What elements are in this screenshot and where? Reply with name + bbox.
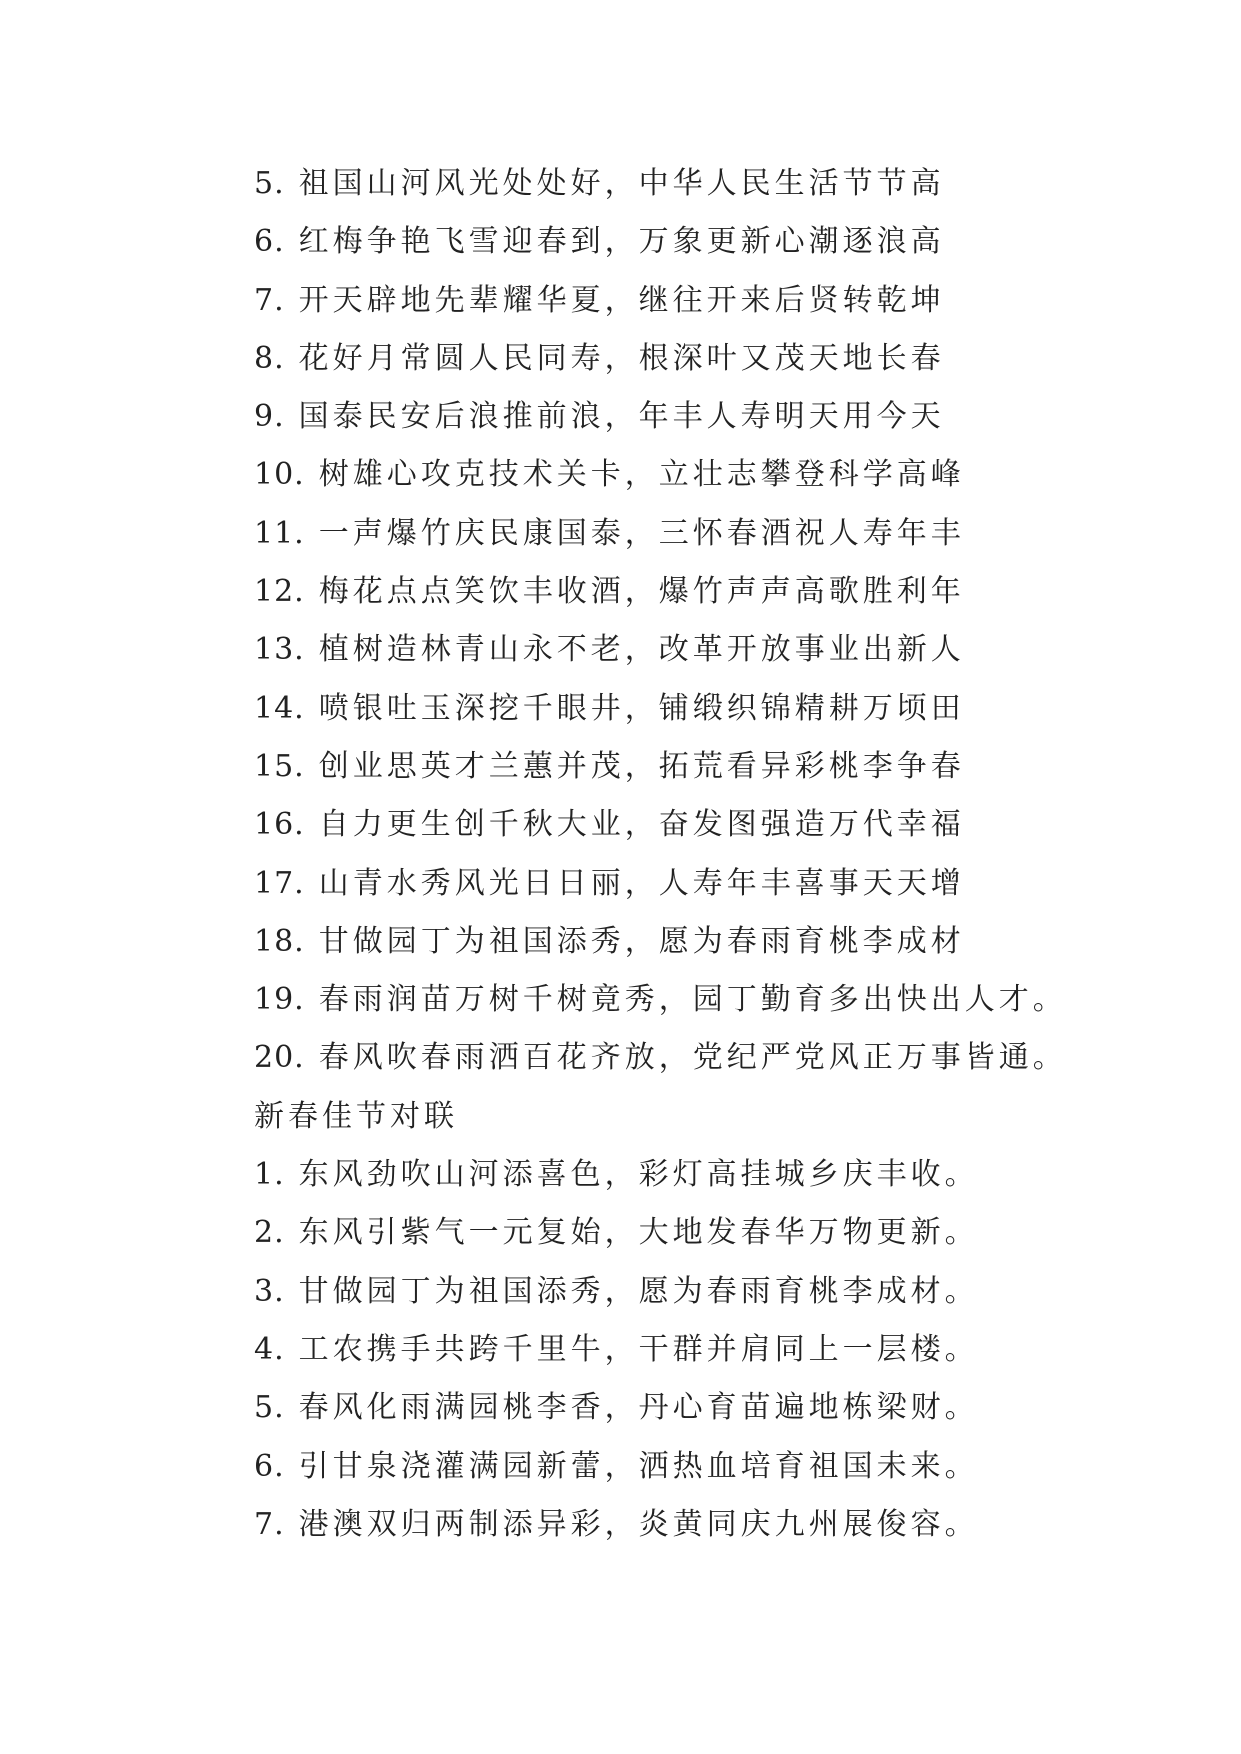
line-number: 16.: [254, 807, 305, 843]
line-text: 树雄心攻克技术关卡，立壮志攀登科学高峰: [318, 457, 965, 493]
line-text: 工农携手共跨千里牛，干群并肩同上一层楼。: [298, 1331, 979, 1367]
line-number: 20.: [254, 1040, 305, 1076]
line-text: 一声爆竹庆民康国泰，三怀春酒祝人寿年丰: [318, 515, 965, 551]
line-text: 春风化雨满园桃李香，丹心育苗遍地栋梁财。: [298, 1390, 979, 1426]
couplet-line: [254, 680, 1154, 738]
line-text: 甘做园丁为祖国添秀，愿为春雨育桃李成材: [318, 923, 965, 959]
line-text: 花好月常圆人民同寿，根深叶又茂天地长春: [298, 340, 945, 376]
couplet-line: [254, 1496, 1154, 1554]
couplet-line: [254, 330, 1154, 388]
line-number: 9.: [254, 399, 285, 435]
line-text: 开天辟地先辈耀华夏，继往开来后贤转乾坤: [298, 282, 945, 318]
couplet-line: [254, 738, 1154, 796]
couplet-line: [254, 1379, 1154, 1437]
couplet-line: [254, 1321, 1154, 1379]
line-text: 创业思英才兰蕙并茂，拓荒看异彩桃李争春: [318, 748, 965, 784]
couplet-line: [254, 971, 1154, 1029]
line-number: 10.: [254, 457, 305, 493]
line-text: 春风吹春雨洒百花齐放，党纪严党风正万事皆通。: [318, 1040, 1067, 1076]
line-number: 13.: [254, 632, 305, 668]
line-number: 8.: [254, 340, 285, 376]
couplet-line: [254, 155, 1154, 213]
couplet-line: [254, 796, 1154, 854]
line-text: 红梅争艳飞雪迎春到，万象更新心潮逐浪高: [298, 224, 945, 260]
line-text: 祖国山河风光处处好，中华人民生活节节高: [298, 166, 945, 201]
line-number: 19.: [254, 982, 305, 1018]
couplet-line: [254, 1029, 1154, 1087]
line-text: 山青水秀风光日日丽，人寿年丰喜事天天增: [318, 865, 965, 901]
line-text: 甘做园丁为祖国添秀，愿为春雨育桃李成材。: [298, 1273, 979, 1309]
line-number: 7.: [254, 1506, 285, 1542]
couplet-line: [254, 913, 1154, 971]
couplet-line: [254, 1146, 1154, 1204]
line-text: 梅花点点笑饮丰收酒，爆竹声声高歌胜利年: [318, 574, 965, 610]
line-number: 5.: [254, 1390, 285, 1426]
couplet-line: [254, 446, 1154, 504]
couplet-line: [254, 855, 1154, 913]
line-number: 15.: [254, 748, 305, 784]
couplet-line: [254, 621, 1154, 679]
couplet-line: [254, 388, 1154, 446]
couplet-line: [254, 213, 1154, 271]
line-number: 14.: [254, 690, 305, 726]
couplet-line: [254, 563, 1154, 621]
line-text: 植树造林青山永不老，改革开放事业出新人: [318, 632, 965, 668]
couplet-line: [254, 1438, 1154, 1496]
line-text: 东风劲吹山河添喜色，彩灯高挂城乡庆丰收。: [298, 1157, 979, 1193]
line-text: 喷银吐玉深挖千眼井，铺缎织锦精耕万顷田: [318, 690, 965, 726]
line-number: 1.: [254, 1157, 285, 1193]
line-number: 18.: [254, 923, 305, 959]
line-text: 国泰民安后浪推前浪，年丰人寿明天用今天: [298, 399, 945, 435]
line-text: 自力更生创千秋大业，奋发图强造万代幸福: [318, 807, 965, 843]
line-number: 4.: [254, 1331, 285, 1367]
line-text: 春雨润苗万树千树竟秀，园丁勤育多出快出人才。: [318, 982, 1067, 1018]
line-number: 6.: [254, 224, 285, 260]
line-text: 引甘泉浇灌满园新蕾，洒热血培育祖国未来。: [298, 1448, 979, 1484]
line-number: 6.: [254, 1448, 285, 1484]
couplet-line: [254, 1204, 1154, 1262]
couplet-list: [254, 155, 1154, 1554]
line-number: 12.: [254, 574, 305, 610]
line-text: 新春佳节对联: [254, 1098, 458, 1134]
line-number: 17.: [254, 865, 305, 901]
line-number: 3.: [254, 1273, 285, 1309]
section-heading: [254, 1088, 1154, 1146]
line-number: 5.: [254, 166, 285, 201]
line-text: 港澳双归两制添异彩，炎黄同庆九州展俊容。: [298, 1506, 979, 1542]
couplet-line: [254, 1263, 1154, 1321]
couplet-line: [254, 505, 1154, 563]
couplet-line: [254, 272, 1154, 330]
line-number: 7.: [254, 282, 285, 318]
line-number: 2.: [254, 1215, 285, 1251]
line-text: 东风引紫气一元复始，大地发春华万物更新。: [298, 1215, 979, 1251]
line-number: 11.: [254, 515, 305, 551]
